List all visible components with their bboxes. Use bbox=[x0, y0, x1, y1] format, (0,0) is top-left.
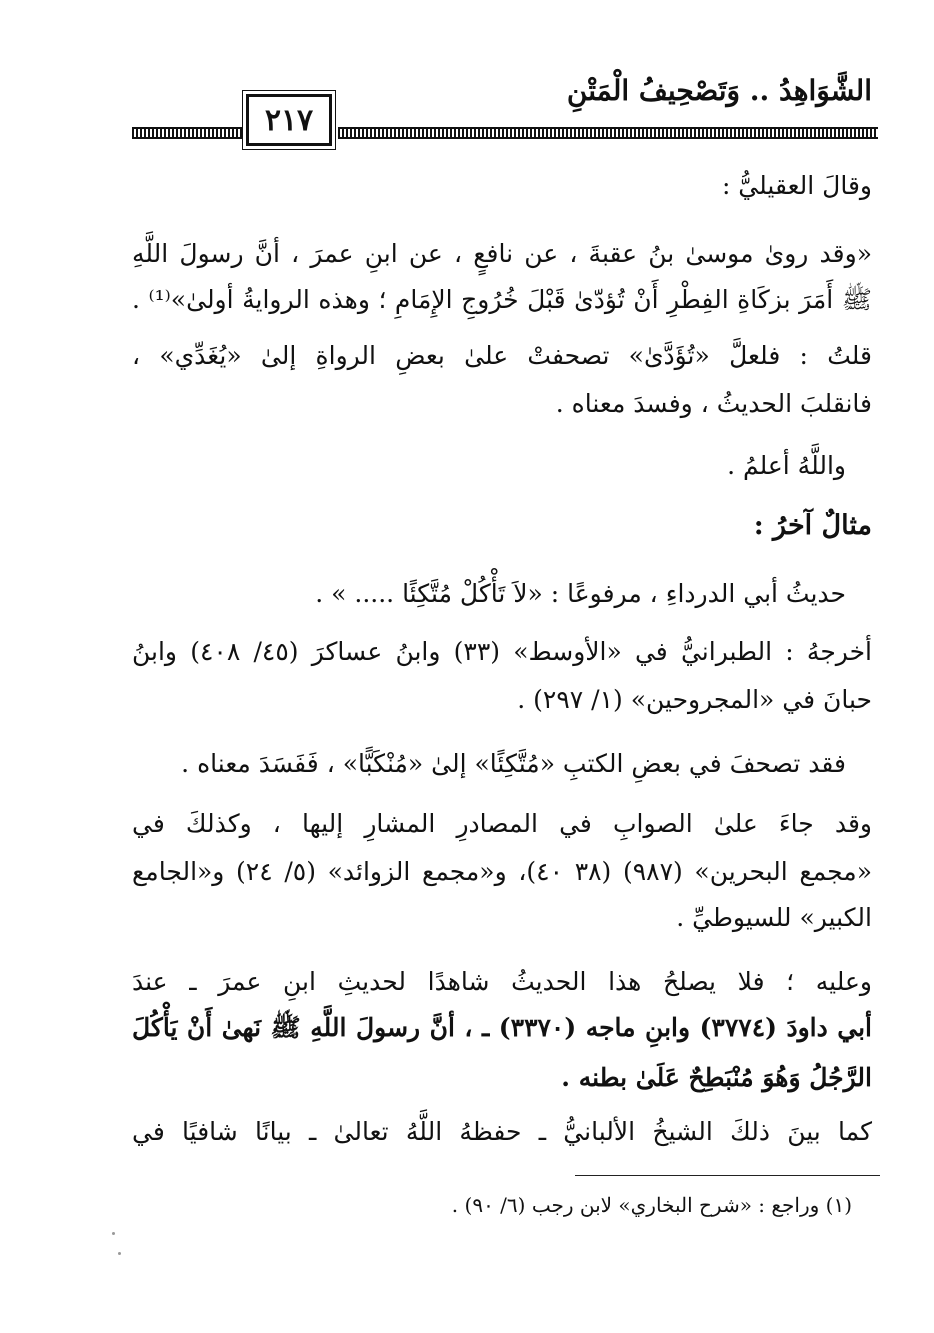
text-line: أخرجهُ : الطبرانيُّ في «الأوسط» (٣٣) وابنُ عساكرَ (٤٥/ ٤٠٨) وابنُ bbox=[132, 637, 872, 666]
header-rule-left bbox=[132, 127, 242, 139]
scan-speck bbox=[112, 1232, 115, 1235]
text-line: الكبير» للسيوطيِّ . bbox=[676, 903, 872, 932]
text-line: فقد تصحفَ في بعضِ الكتبِ «مُتَّكِئًا» إلىٰ «مُنْكَبًّا» ، فَفَسَدَ معناه . bbox=[181, 749, 846, 778]
text-line: أبي داودَ (٣٧٧٤) وابنِ ماجه (٣٣٧٠) ـ ، أنَّ رسولَ اللَّهِ ﷺ نَهىٰ أَنْ يَأْكُلَ bbox=[132, 1013, 872, 1042]
text-line: وقد جاءَ علىٰ الصوابِ في المصادرِ المشارِ إليها ، وكذلكَ في bbox=[132, 809, 872, 838]
text-line: وعليه ؛ فلا يصلحُ هذا الحديثُ شاهدًا لحديثِ ابنِ عمرَ ـ عندَ bbox=[132, 967, 872, 996]
text-line: حديثُ أبي الدرداءِ ، مرفوعًا : «لاَ تَأْكُلْ مُتَّكِئًا ..... » . bbox=[315, 579, 846, 608]
text-line: «مجمع البحرين» (٩٨٧) (٣٨ ٤٠)، و«مجمع الزوائد» (٥/ ٢٤) و«الجامع bbox=[132, 857, 872, 886]
section-heading: مثالٌ آخرُ : bbox=[753, 510, 872, 541]
footnote: (١) وراجع : «شرح البخاري» لابن رجب (٦/ ٩٠) . bbox=[451, 1193, 852, 1217]
text-line: قلتُ : فلعلَّ «تُؤَدَّىٰ» تصحفتْ علىٰ بعضِ الرواةِ إلىٰ «يُغَدِّي» ، bbox=[132, 341, 872, 370]
text-line: واللَّهُ أعلمُ . bbox=[727, 451, 846, 480]
text-line: حبانَ في «المجروحين» (١/ ٢٩٧) . bbox=[517, 685, 872, 714]
scan-speck bbox=[118, 1252, 121, 1255]
text-line: «وقد روىٰ موسىٰ بنُ عقبةَ ، عن نافعٍ ، عن ابنِ عمرَ ، أنَّ رسولَ اللَّهِ bbox=[132, 239, 872, 268]
text-line: فانقلبَ الحديثُ ، وفسدَ معناه . bbox=[555, 389, 872, 418]
page-number: ٢١٧ bbox=[246, 94, 332, 146]
running-title: الشَّوَاهِدُ .. وَتَصْحِيفُ الْمَتْنِ bbox=[566, 74, 872, 107]
header-rule-right bbox=[338, 127, 878, 139]
footnote-divider bbox=[575, 1175, 880, 1176]
text-line: كما بينَ ذلكَ الشيخُ الألبانيُّ ـ حفظهُ اللَّهُ تعالىٰ ـ بيانًا شافيًا في bbox=[132, 1117, 872, 1146]
text-line: ﷺ أَمَرَ بزكَاةِ الفِطْرِ أَنْ تُؤدّىٰ قَبْلَ خُرُوجِ الإِمَامِ ؛ وهذه الروايةُ أولىٰ»⁽¹⁾ . bbox=[132, 285, 872, 314]
text-line: وقالَ العقيليُّ : bbox=[721, 171, 872, 200]
text-line: الرَّجُلُ وَهُوَ مُنْبَطِحٌ عَلَىٰ بطنه . bbox=[561, 1063, 872, 1092]
